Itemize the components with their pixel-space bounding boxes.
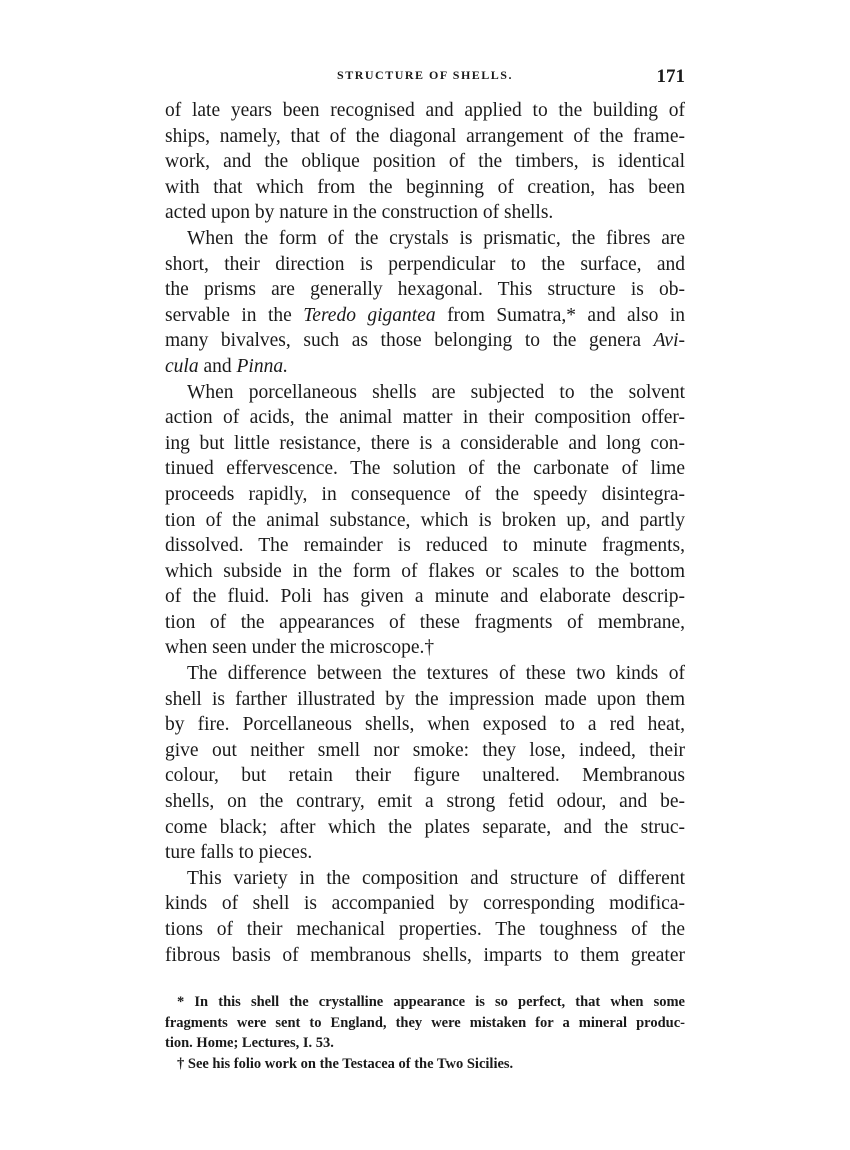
text-line: dissolved. The remainder is reduced to minute fragments, [165, 535, 685, 557]
genus-name: Avi- [653, 330, 685, 352]
paragraph-start-line: The difference between the textures of these two kinds of [187, 663, 685, 685]
text-line: give out neither smell nor smoke: they lose, indeed, their [165, 739, 685, 761]
text-line: tion of the animal substance, which is broken up, and partly [165, 509, 685, 531]
footnotes [165, 992, 685, 1074]
text-line: ture falls to pieces. [165, 842, 313, 864]
text-line: action of acids, the animal matter in their composition offer- [165, 407, 685, 429]
paragraph-start-line: When porcellaneous shells are subjected to the solvent [187, 381, 685, 403]
text-line: come black; after which the plates separate, and the struc- [165, 816, 685, 838]
page-number: 171 [656, 66, 685, 87]
text-line: kinds of shell is accompanied by corresponding modifica- [165, 893, 685, 915]
running-title: STRUCTURE OF SHELLS. [337, 68, 513, 82]
genus-name: Pinna. [236, 355, 288, 377]
text-line: by fire. Porcellaneous shells, when exposed to a red heat, [165, 714, 685, 736]
text-line: ing but little resistance, there is a considerable and long con- [165, 432, 685, 454]
text-line: acted upon by nature in the construction of shells. [165, 202, 554, 224]
footnote-line: tion. Home; Lectures, I. 53. [165, 1035, 334, 1051]
text-line: of late years been recognised and applied to the building of [165, 100, 685, 121]
text-line [165, 328, 685, 354]
species-name: Teredo gigantea [303, 304, 436, 326]
text-line: fibrous basis of membranous shells, imparts to them greater [165, 944, 685, 966]
text-line [165, 354, 685, 380]
text-fragment: servable in the [165, 304, 304, 326]
text-line: colour, but retain their figure unaltered. Membranous [165, 765, 685, 787]
body-text [165, 98, 685, 968]
genus-name: cula [165, 355, 199, 377]
footnote-line: fragments were sent to England, they were mistaken for a mineral produc- [165, 1014, 685, 1031]
text-line: tion of the appearances of these fragments of membrane, [165, 611, 685, 633]
text-line: the prisms are generally hexagonal. This structure is ob- [165, 279, 685, 301]
text-fragment: many bivalves, such as those belonging to the genera [165, 330, 654, 352]
text-line: short, their direction is perpendicular to the surface, and [165, 253, 685, 275]
footnote-line: † See his folio work on the Testacea of the Two Sicilies. [177, 1055, 514, 1072]
text-line: shells, on the contrary, emit a strong fetid odour, and be- [165, 791, 685, 813]
footnote-line: * In this shell the crystalline appearance is so perfect, that when some [177, 994, 685, 1010]
text-line: proceeds rapidly, in consequence of the speedy disintegra- [165, 483, 685, 505]
running-head [165, 66, 685, 90]
paragraph-start-line: This variety in the composition and structure of different [187, 867, 685, 889]
text-line: with that which from the beginning of creation, has been [165, 176, 685, 198]
text-fragment: and [198, 355, 237, 377]
text-line [165, 303, 685, 329]
text-line: when seen under the microscope.† [165, 637, 435, 659]
text-line: ships, namely, that of the diagonal arrangement of the frame- [165, 125, 685, 147]
text-line: of the fluid. Poli has given a minute and elaborate descrip- [165, 586, 685, 608]
text-line: tions of their mechanical properties. The toughness of the [165, 919, 685, 940]
text-line: which subside in the form of flakes or scales to the bottom [165, 560, 685, 582]
text-line: work, and the oblique position of the timbers, is identical [165, 151, 685, 173]
text-line: tinued effervescence. The solution of the carbonate of lime [165, 458, 685, 480]
paragraph-start-line: When the form of the crystals is prismatic, the fibres are [187, 227, 685, 249]
text-fragment: from Sumatra,* and also in [435, 304, 685, 326]
text-line: shell is farther illustrated by the impression made upon them [165, 688, 685, 710]
